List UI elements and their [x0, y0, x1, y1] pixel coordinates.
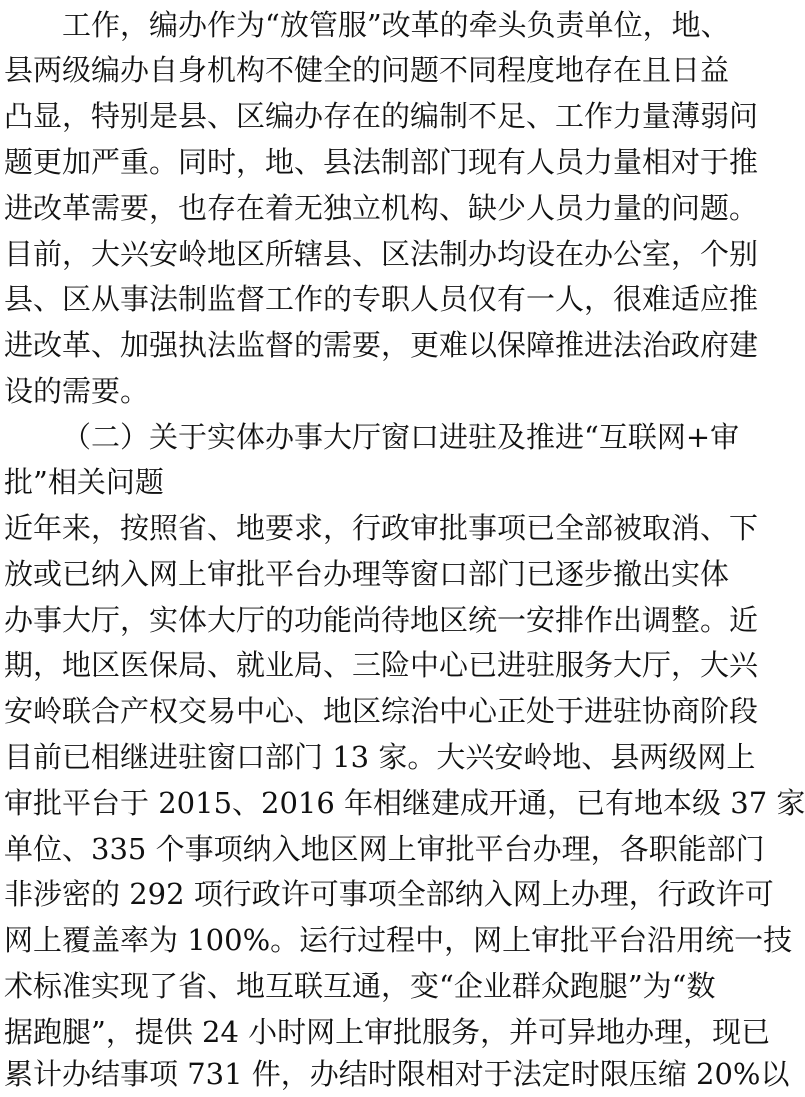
paragraph-1-line-5: 进改革需要，也存在着无独立机构、缺少人员力量的问题。 [4, 191, 759, 225]
paragraph-2-line-10: 网上覆盖率为 100%。运行过程中，网上审批平台沿用统一技 [4, 923, 793, 957]
paragraph-2-line-13: 累计办结事项 731 件，办结时限相对于法定时限压缩 20%以 [4, 1057, 790, 1091]
paragraph-2-line-9: 非涉密的 292 项行政许可事项全部纳入网上办理，行政许可 [4, 877, 774, 911]
paragraph-1-line-8: 进改革、加强执法监督的需要，更难以保障推进法治政府建 [4, 328, 759, 362]
section-heading-line-1: （二）关于实体办事大厅窗口进驻及推进“互联网+审 [62, 420, 740, 454]
paragraph-1-line-3: 凸显，特别是县、区编办存在的编制不足、工作力量薄弱问 [4, 99, 759, 133]
paragraph-2-line-4: 期，地区医保局、就业局、三险中心已进驻服务大厅，大兴 [4, 648, 759, 682]
section-heading-line-2: 批”相关问题 [4, 465, 164, 499]
paragraph-2-line-7: 审批平台于 2015、2016 年相继建成开通，已有地本级 37 家 [4, 786, 805, 820]
paragraph-1-line-2: 县两级编办自身机构不健全的问题不同程度地存在且日益 [4, 53, 730, 87]
paragraph-1-line-1: 工作，编办作为“放管服”改革的牵头负责单位，地、 [62, 8, 730, 42]
paragraph-1-line-9: 设的需要。 [4, 374, 150, 408]
paragraph-2-line-8: 单位、335 个事项纳入地区网上审批平台办理，各职能部门 [4, 832, 765, 866]
paragraph-1-line-6: 目前，大兴安岭地区所辖县、区法制办均设在办公室，个别 [4, 237, 759, 271]
paragraph-2-line-12: 据跑腿”，提供 24 小时网上审批服务，并可异地办理，现已 [4, 1015, 771, 1049]
paragraph-2-line-2: 放或已纳入网上审批平台办理等窗口部门已逐步撤出实体 [4, 557, 730, 591]
paragraph-1-line-4: 题更加严重。同时，地、县法制部门现有人员力量相对于推 [4, 145, 759, 179]
paragraph-2-line-11: 术标准实现了省、地互联互通，变“企业群众跑腿”为“数 [4, 969, 716, 1003]
paragraph-2-line-1: 近年来，按照省、地要求，行政审批事项已全部被取消、下 [4, 511, 759, 545]
paragraph-1-line-7: 县、区从事法制监督工作的专职人员仅有一人，很难适应推 [4, 282, 759, 316]
paragraph-2-line-5: 安岭联合产权交易中心、地区综治中心正处于进驻协商阶段 [4, 694, 759, 728]
paragraph-2-line-6: 目前已相继进驻窗口部门 13 家。大兴安岭地、县两级网上 [4, 740, 756, 774]
paragraph-2-line-3: 办事大厅，实体大厅的功能尚待地区统一安排作出调整。近 [4, 603, 759, 637]
